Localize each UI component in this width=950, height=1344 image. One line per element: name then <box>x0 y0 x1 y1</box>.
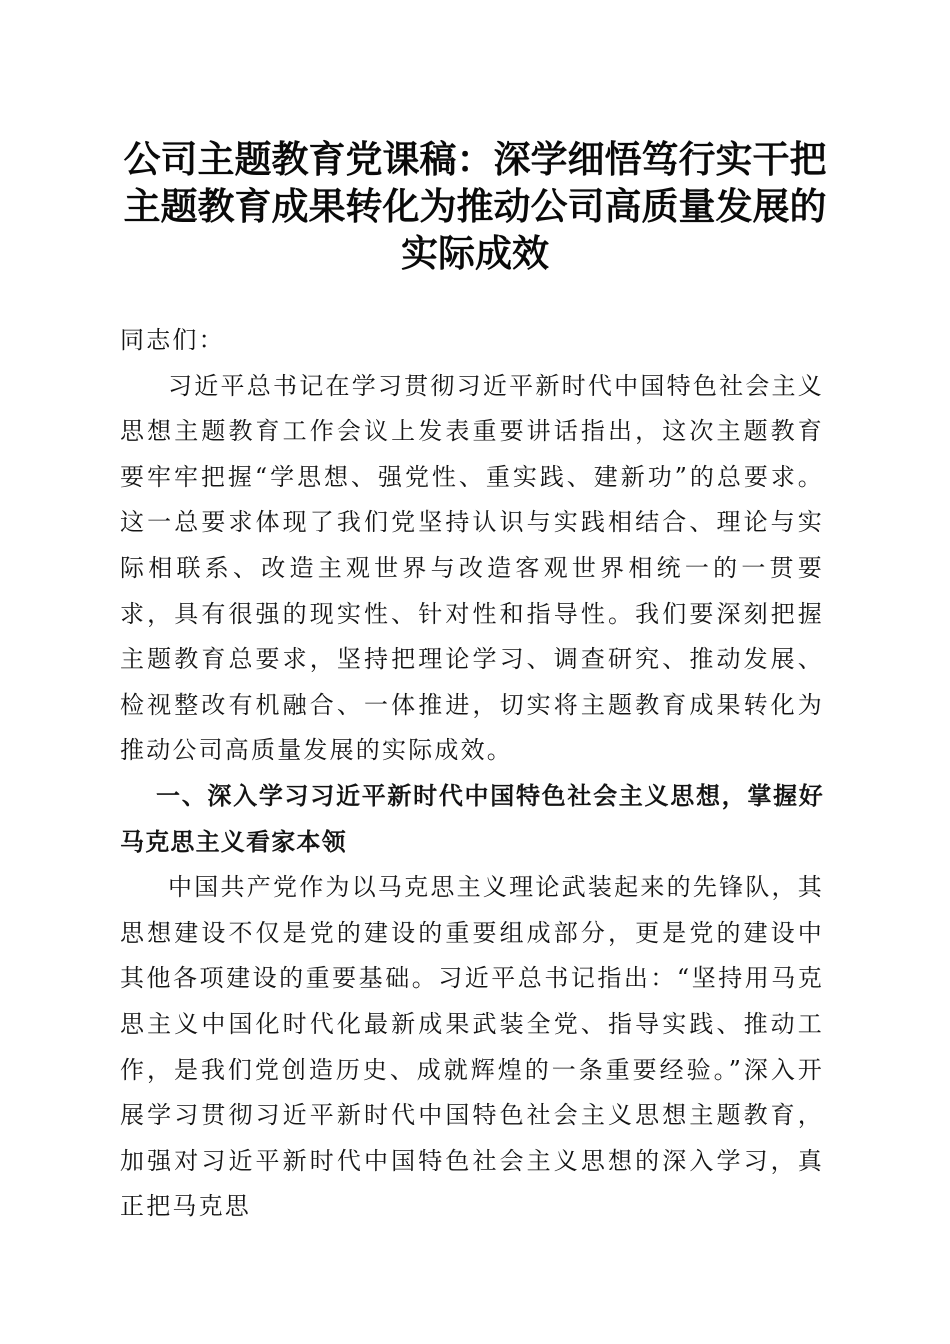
paragraph-section-1: 中国共产党作为以马克思主义理论武装起来的先锋队，其思想建设不仅是党的建设的重要组成部分，更是党的建设中其他各项建设的重要基础。习近平总书记指出：“坚持用马克思主义中国化时代化最新成果武装全党、指导实践、推动工作，是我们党创造历史、成就辉煌的一条重要经验。”深入开展学习贯彻习近平新时代中国特色社会主义思想主题教育，加强对习近平新时代中国特色社会主义思想的深入学习，真正把马克思 <box>120 873 824 1221</box>
section-heading-1: 一、深入学习习近平新时代中国特色社会主义思想，掌握好马克思主义看家本领 <box>120 781 824 856</box>
document-body <box>120 318 824 1230</box>
document-title: 公司主题教育党课稿：深学细悟笃行实干把主题教育成果转化为推动公司高质量发展的实际成效 <box>123 137 827 275</box>
salutation: 同志们： <box>120 326 225 354</box>
paragraph-intro: 习近平总书记在学习贯彻习近平新时代中国特色社会主义思想主题教育工作会议上发表重要讲话指出，这次主题教育要牢牢把握“学思想、强党性、重实践、建新功”的总要求。这一总要求体现了我们党坚持认识与实践相结合、理论与实际相联系、改造主观世界与改造客观世界相统一的一贯要求，具有很强的现实性、针对性和指导性。我们要深刻把握主题教育总要求，坚持把理论学习、调查研究、推动发展、检视整改有机融合、一体推进，切实将主题教育成果转化为推动公司高质量发展的实际成效。 <box>120 371 824 765</box>
